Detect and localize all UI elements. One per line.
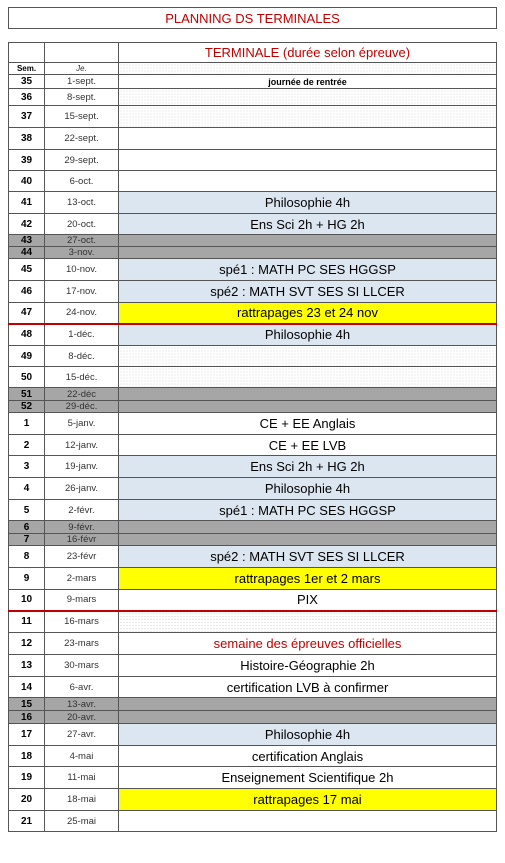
table-row [9,247,497,259]
week-date: 8-déc. [45,346,119,367]
week-number: 2 [9,435,45,456]
week-number: 45 [9,259,45,281]
table-row [9,106,497,128]
table-row [9,811,497,832]
week-number: 50 [9,367,45,388]
week-date: 11-mai [45,767,119,789]
event-cell [119,247,497,259]
event-cell [119,711,497,724]
week-number: 16 [9,711,45,724]
week-date: 15-déc. [45,367,119,388]
table-row [9,633,497,655]
table-row [9,235,497,247]
table-row [9,401,497,413]
table-row [9,746,497,767]
event-cell [119,128,497,150]
week-date: 25-mai [45,811,119,832]
week-date: 17-nov. [45,281,119,303]
header-event-column: TERMINALE (durée selon épreuve) [119,43,497,63]
week-date: 20-oct. [45,214,119,235]
event-cell [119,171,497,192]
week-number: 6 [9,521,45,534]
subheader-row [9,63,497,75]
header-date-empty [45,43,119,63]
week-date: 13-avr. [45,698,119,711]
week-date: 9-mars [45,590,119,611]
event-cell [119,89,497,106]
week-date: 13-oct. [45,192,119,214]
week-date: 3-nov. [45,247,119,259]
week-date: 23-mars [45,633,119,655]
week-date: 2-févr. [45,500,119,521]
table-row [9,346,497,367]
event-cell: Histoire-Géographie 2h [119,655,497,677]
table-row [9,150,497,171]
week-date: 2-mars [45,568,119,590]
page-title: PLANNING DS TERMINALES [8,7,497,29]
week-date: 1-déc. [45,324,119,346]
week-date: 19-janv. [45,456,119,478]
week-number: 13 [9,655,45,677]
week-date: 18-mai [45,789,119,811]
week-date: 15-sept. [45,106,119,128]
week-number: 21 [9,811,45,832]
table-row [9,259,497,281]
table-row [9,171,497,192]
table-row [9,724,497,746]
week-date: 26-janv. [45,478,119,500]
table-row [9,611,497,633]
week-number: 40 [9,171,45,192]
event-cell [119,150,497,171]
week-date: 6-avr. [45,677,119,698]
table-row [9,367,497,388]
week-number: 7 [9,534,45,546]
date-column-header: Je. [45,63,119,75]
week-number: 47 [9,303,45,324]
event-cell [119,534,497,546]
week-date: 29-sept. [45,150,119,171]
event-cell: rattrapages 1er et 2 mars [119,568,497,590]
table-row [9,698,497,711]
event-cell [119,698,497,711]
event-cell: rattrapages 23 et 24 nov [119,303,497,324]
week-date: 16-févr [45,534,119,546]
table-row [9,128,497,150]
week-date: 16-mars [45,611,119,633]
table-row [9,534,497,546]
week-date: 5-janv. [45,413,119,435]
event-cell: CE + EE Anglais [119,413,497,435]
week-date: 6-oct. [45,171,119,192]
week-date: 27-avr. [45,724,119,746]
week-number: 39 [9,150,45,171]
week-number: 43 [9,235,45,247]
table-row [9,677,497,698]
event-cell: Ens Sci 2h + HG 2h [119,456,497,478]
event-cell [119,811,497,832]
week-number: 44 [9,247,45,259]
week-date: 9-févr. [45,521,119,534]
week-date: 1-sept. [45,75,119,89]
event-cell [119,401,497,413]
table-row [9,478,497,500]
sem-column-header: Sem. [9,63,45,75]
event-cell: journée de rentrée [119,75,497,89]
planning-table [8,42,497,832]
week-date: 20-avr. [45,711,119,724]
event-cell: Philosophie 4h [119,324,497,346]
week-number: 42 [9,214,45,235]
event-cell: semaine des épreuves officielles [119,633,497,655]
table-row [9,89,497,106]
table-row [9,655,497,677]
event-cell [119,367,497,388]
event-cell [119,521,497,534]
event-cell: spé2 : MATH SVT SES SI LLCER [119,546,497,568]
header-sem-empty [9,43,45,63]
table-row [9,192,497,214]
week-date: 27-oct. [45,235,119,247]
header-row [9,43,497,63]
week-number: 35 [9,75,45,89]
table-row [9,281,497,303]
week-number: 19 [9,767,45,789]
event-cell: Philosophie 4h [119,478,497,500]
week-number: 10 [9,590,45,611]
table-row [9,521,497,534]
week-date: 8-sept. [45,89,119,106]
event-cell [119,106,497,128]
week-number: 9 [9,568,45,590]
week-date: 22-sept. [45,128,119,150]
week-number: 38 [9,128,45,150]
week-date: 10-nov. [45,259,119,281]
table-row [9,435,497,456]
week-number: 14 [9,677,45,698]
table-row [9,456,497,478]
table-row [9,568,497,590]
event-cell [119,235,497,247]
table-row [9,767,497,789]
event-cell: certification LVB à confirmer [119,677,497,698]
event-cell: Philosophie 4h [119,724,497,746]
week-number: 18 [9,746,45,767]
week-number: 48 [9,324,45,346]
week-number: 36 [9,89,45,106]
event-cell: Ens Sci 2h + HG 2h [119,214,497,235]
table-row [9,324,497,346]
event-cell: CE + EE LVB [119,435,497,456]
table-row [9,303,497,324]
week-date: 4-mai [45,746,119,767]
event-cell: Philosophie 4h [119,192,497,214]
week-number: 3 [9,456,45,478]
event-cell: spé1 : MATH PC SES HGGSP [119,259,497,281]
table-row [9,214,497,235]
event-cell [119,346,497,367]
week-number: 52 [9,401,45,413]
week-date: 23-févr [45,546,119,568]
week-number: 8 [9,546,45,568]
event-cell: Enseignement Scientifique 2h [119,767,497,789]
table-row [9,500,497,521]
week-number: 17 [9,724,45,746]
table-row [9,590,497,611]
week-number: 5 [9,500,45,521]
event-cell: rattrapages 17 mai [119,789,497,811]
event-cell: spé1 : MATH PC SES HGGSP [119,500,497,521]
week-number: 37 [9,106,45,128]
event-cell: certification Anglais [119,746,497,767]
week-number: 20 [9,789,45,811]
table-row [9,388,497,401]
event-cell [119,611,497,633]
week-number: 46 [9,281,45,303]
week-number: 49 [9,346,45,367]
event-cell [119,388,497,401]
subheader-event-empty [119,63,497,75]
week-number: 15 [9,698,45,711]
week-number: 12 [9,633,45,655]
table-row [9,75,497,89]
week-number: 1 [9,413,45,435]
week-number: 4 [9,478,45,500]
week-date: 12-janv. [45,435,119,456]
event-cell: spé2 : MATH SVT SES SI LLCER [119,281,497,303]
event-cell: PIX [119,590,497,611]
week-number: 11 [9,611,45,633]
week-date: 24-nov. [45,303,119,324]
table-row [9,789,497,811]
week-date: 29-déc. [45,401,119,413]
week-date: 22-déc [45,388,119,401]
week-date: 30-mars [45,655,119,677]
table-row [9,546,497,568]
table-row [9,711,497,724]
week-number: 51 [9,388,45,401]
table-row [9,413,497,435]
week-number: 41 [9,192,45,214]
